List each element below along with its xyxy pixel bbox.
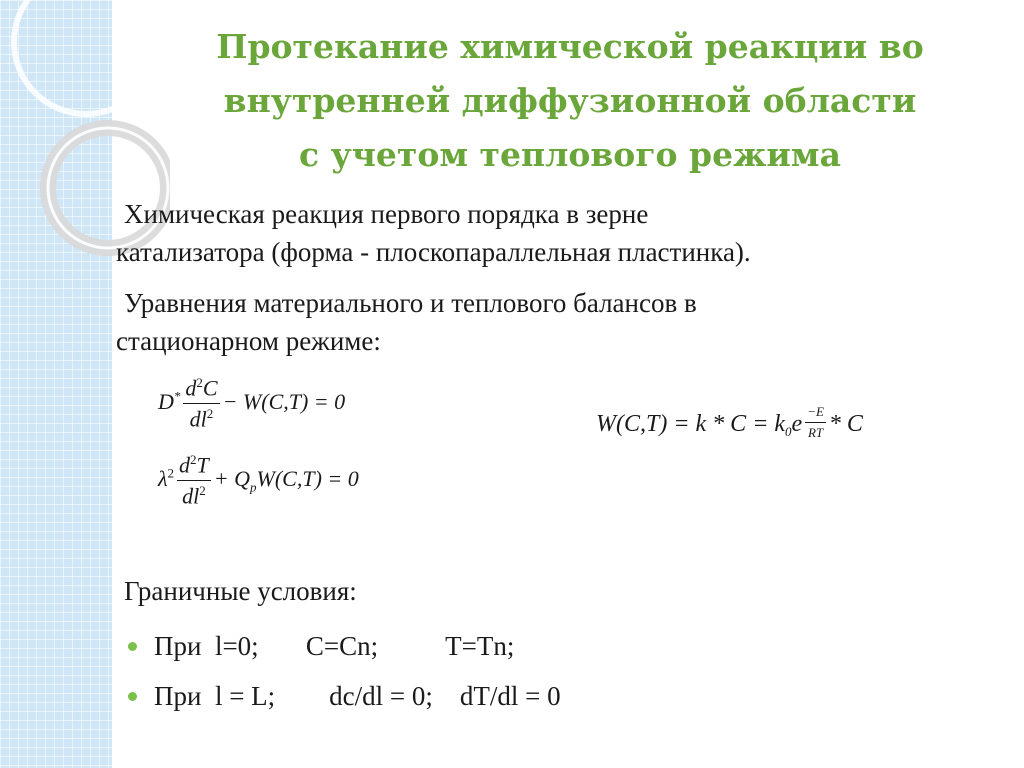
- ring-large: [14, 0, 158, 114]
- bullet-text-1: При l=0; C=Cn; T=Tn;: [154, 631, 515, 661]
- eq2-q: + Q: [213, 465, 251, 491]
- list-item: [124, 621, 561, 671]
- paragraph-reaction: [116, 195, 976, 271]
- slide-title: [150, 20, 990, 182]
- eq3-tail: * C: [828, 410, 863, 437]
- eq1-num-var: C: [202, 375, 218, 401]
- title-line-3: с учетом теплового режима: [299, 135, 841, 174]
- eq1-num-d: d: [185, 375, 197, 401]
- eq1-den-power: 2: [206, 406, 214, 422]
- eq1-fraction: [183, 375, 219, 433]
- equation-material-balance: [158, 375, 345, 433]
- paragraph-1-line-2: катализатора (форма - плоскопараллельная пластинка).: [116, 237, 751, 267]
- eq2-lambda-power: 2: [167, 465, 175, 481]
- eq1-den: dl: [189, 406, 207, 432]
- eq2-fraction: [177, 452, 211, 510]
- eq2-num-var: T: [196, 452, 209, 478]
- paragraph-2-line-2: стационарном режиме:: [116, 326, 381, 356]
- equation-heat-balance: [158, 452, 359, 510]
- eq2-lambda: λ: [158, 465, 168, 491]
- eq1-star: *: [173, 388, 181, 404]
- eq1-rest: − W(C,T) = 0: [222, 388, 346, 414]
- eq2-den-power: 2: [199, 483, 206, 499]
- eq2-num-power: 2: [190, 452, 197, 467]
- boundary-heading: [124, 572, 984, 610]
- boundary-heading-text: Граничные условия:: [124, 576, 357, 606]
- eq2-num-d: d: [179, 452, 191, 478]
- eq3-exponent: [805, 404, 826, 441]
- bullet-dot: [128, 642, 137, 651]
- title-line-1: Протекание химической реакции во: [216, 27, 924, 66]
- eq2-den: dl: [182, 483, 200, 509]
- eq1-num-power: 2: [196, 375, 203, 390]
- boundary-conditions-list: [124, 621, 561, 721]
- eq3-k-sub: 0: [785, 423, 792, 439]
- eq3-exp-den: RT: [807, 425, 824, 440]
- eq2-rest: W(C,T) = 0: [256, 465, 359, 491]
- title-line-2: внутренней диффузионной области: [223, 81, 917, 120]
- equation-reaction-rate: [596, 404, 863, 441]
- paragraph-2-line-1: Уравнения материального и теплового балансов в: [124, 288, 697, 318]
- paragraph-balance: [116, 284, 976, 360]
- eq3-exp-num: −E: [805, 404, 826, 423]
- eq3-exponential: e: [791, 410, 803, 437]
- eq3-lhs: W(C,T) = k * C = k: [596, 410, 786, 437]
- eq2-q-sub: p: [250, 479, 257, 495]
- list-item: [124, 671, 561, 721]
- eq1-diffusion-coefficient: D: [158, 388, 174, 414]
- paragraph-1-line-1: Химическая реакция первого порядка в зерне: [124, 199, 649, 229]
- bullet-text-2: При l = L; dc/dl = 0; dT/dl = 0: [154, 681, 561, 711]
- bullet-dot: [128, 692, 137, 701]
